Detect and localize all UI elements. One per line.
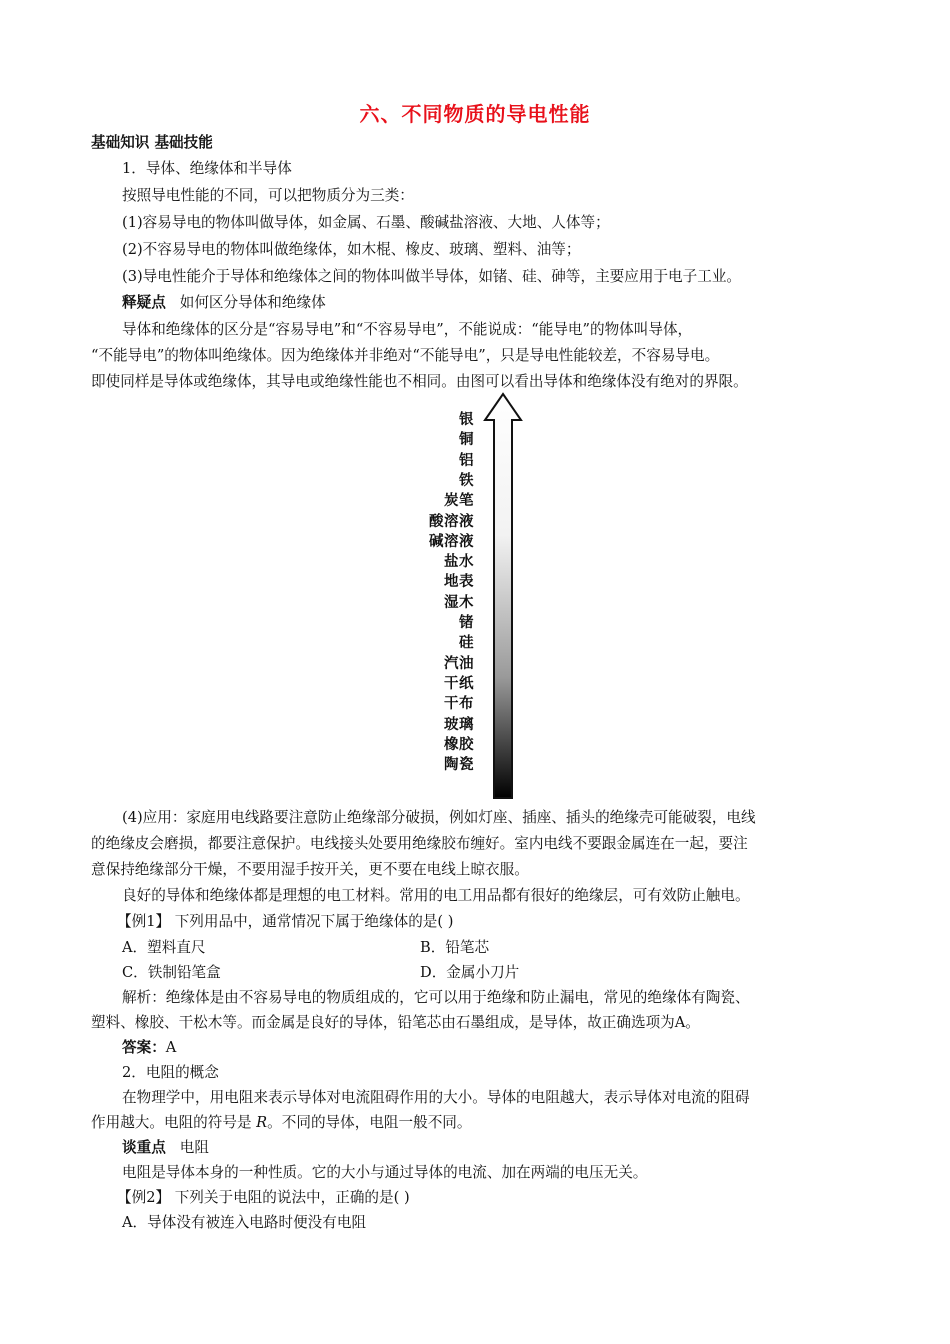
paragraph-line: 导体和绝缘体的区分是“容易导电”和“不容易导电”，不能说成：“能导电”的物体叫导体，	[122, 321, 693, 338]
material-label: 橡胶	[444, 735, 474, 753]
option-c: C．铁制铅笔盒	[122, 964, 221, 981]
option-b: B．铅笔芯	[420, 939, 490, 956]
material-label: 汽油	[444, 654, 474, 672]
material-label: 盐水	[444, 553, 474, 571]
example-2-question: 【例2】 下列关于电阻的说法中，正确的是( )	[117, 1189, 410, 1206]
material-label: 玻璃	[444, 715, 474, 733]
page-title: 六、不同物质的导电性能	[359, 102, 591, 126]
material-label: 铜	[459, 431, 474, 449]
paragraph-line: 意保持绝缘部分干燥，不要用湿手按开关，更不要在电线上晾衣服。	[91, 861, 529, 878]
paragraph-line: 的绝缘皮会磨损，都要注意保护。电线接头处要用绝缘胶布缠好。室内电线不要跟金属连在一起，要注	[91, 835, 748, 852]
list-item: (2)不容易导电的物体叫做绝缘体，如木棍、橡皮、玻璃、塑料、油等；	[122, 241, 581, 258]
paragraph-line: 即使同样是导体或绝缘体，其导电或绝缘性能也不相同。由图可以看出导体和绝缘体没有绝对的界限。	[91, 373, 748, 390]
resistance-symbol: R	[256, 1114, 268, 1131]
answer-value: A	[165, 1039, 177, 1056]
material-label: 硅	[459, 634, 474, 652]
option-a: A．塑料直尺	[122, 939, 206, 956]
option-d: D．金属小刀片	[420, 964, 520, 981]
material-label: 湿木	[444, 593, 474, 611]
paragraph-text: 按照导电性能的不同，可以把物质分为三类：	[122, 187, 414, 204]
conductivity-arrow-graphic	[400, 392, 560, 802]
solution-line: 塑料、橡胶、干松木等。而金属是良好的导体，铅笔芯由石墨组成，是导体，故正确选项为A。	[91, 1014, 700, 1031]
paragraph-line	[91, 1111, 861, 1135]
key-heading	[122, 1136, 892, 1160]
paragraph-line: (4)应用：家庭用电线路要注意防止绝缘部分破损，例如灯座、插座、插头的绝缘壳可能破裂，电线	[122, 809, 756, 826]
list-item: (1)容易导电的物体叫做导体，如金属、石墨、酸碱盐溶液、大地、人体等；	[122, 214, 610, 231]
material-label: 银	[459, 411, 474, 428]
material-label: 地表	[444, 573, 474, 591]
section-heading: 基础知识 基础技能	[91, 134, 213, 151]
paragraph-line: 良好的导体和绝缘体都是理想的电工材料。常用的电工用品都有很好的绝缘层，可有效防止触电。	[122, 887, 750, 904]
text-span: 。不同的导体，电阻一般不同。	[267, 1114, 472, 1131]
material-label: 酸溶液	[429, 512, 474, 530]
doubt-title: 如何区分导体和绝缘体	[179, 294, 326, 311]
paragraph-line: “不能导电”的物体叫绝缘体。因为绝缘体并非绝对“不能导电”，只是导电性能较差，不容易导电。	[91, 347, 720, 364]
solution-line: 解析：绝缘体是由不容易导电的物质组成的，它可以用于绝缘和防止漏电，常见的绝缘体有陶瓷、	[122, 989, 750, 1006]
paragraph-subtitle-1: 1．导体、绝缘体和半导体	[122, 160, 292, 177]
key-label: 谈重点	[122, 1139, 166, 1156]
paragraph-line: 电阻是导体本身的一种性质。它的大小与通过导体的电流、加在两端的电压无关。	[122, 1164, 648, 1181]
material-label: 炭笔	[444, 492, 474, 510]
arrow-shape	[485, 394, 521, 798]
material-label: 碱溶液	[429, 532, 474, 550]
paragraph-subtitle-2: 2．电阻的概念	[122, 1064, 219, 1081]
doubt-heading	[122, 291, 892, 315]
material-label: 锗	[459, 614, 474, 631]
list-item: (3)导电性能介于导体和绝缘体之间的物体叫做半导体，如锗、硅、砷等，主要应用于电子工业。	[122, 268, 742, 285]
conductivity-figure	[400, 392, 560, 802]
material-label: 干布	[444, 695, 474, 713]
paragraph-line: 在物理学中，用电阻来表示导体对电流阻碍作用的大小。导体的电阻越大，表示导体对电流的阻碍	[122, 1089, 750, 1106]
answer-label: 答案：	[122, 1039, 166, 1056]
material-label: 干纸	[444, 674, 474, 692]
key-title: 电阻	[179, 1139, 209, 1156]
answer-line	[122, 1036, 892, 1060]
material-label: 陶瓷	[444, 756, 474, 774]
text-span: 作用越大。电阻的符号是	[91, 1114, 257, 1131]
option-a: A．导体没有被连入电路时便没有电阻	[122, 1214, 367, 1231]
doubt-label: 释疑点	[122, 294, 166, 311]
material-label: 铁	[459, 471, 474, 489]
example-1-question: 【例1】 下列用品中，通常情况下属于绝缘体的是( )	[117, 913, 454, 930]
material-label: 铝	[459, 451, 474, 469]
